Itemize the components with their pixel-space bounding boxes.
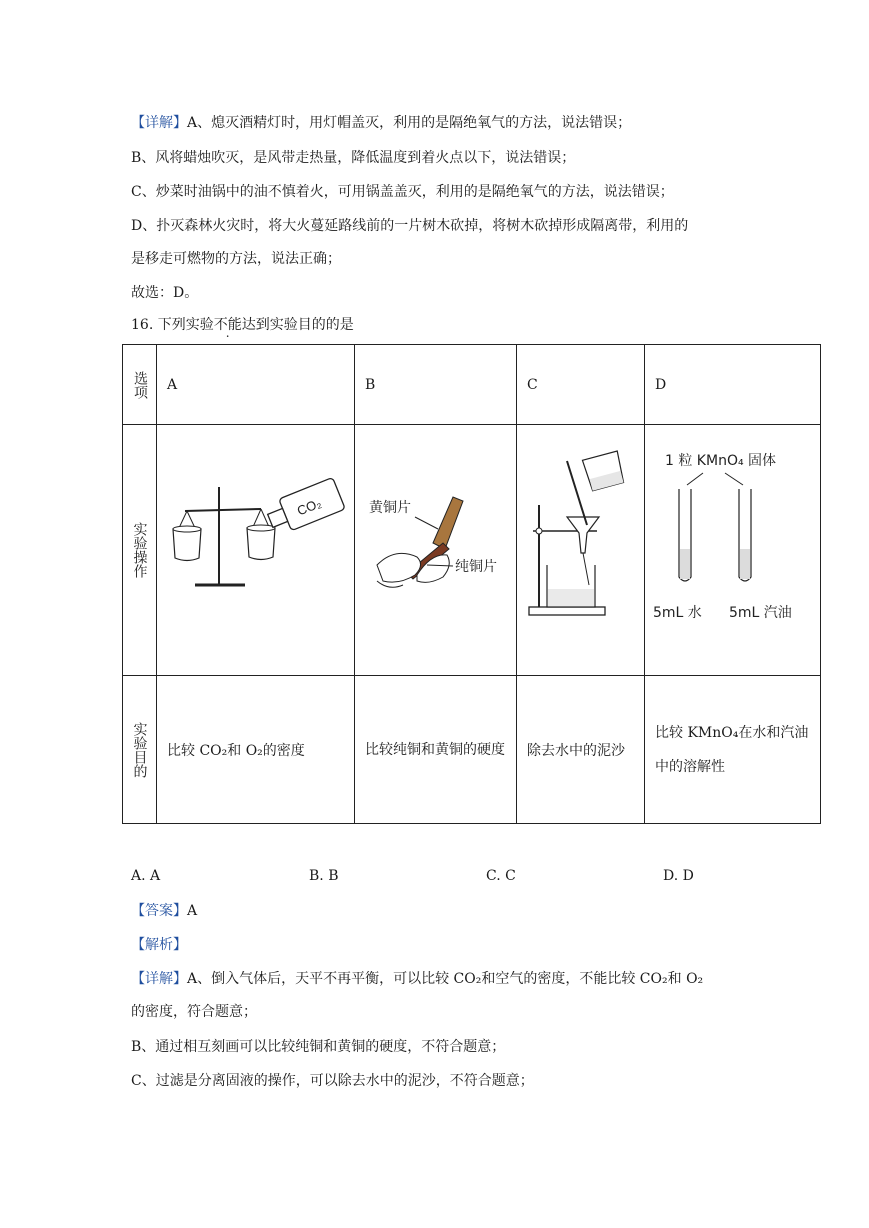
explain-bottom-2: 的密度，符合题意；: [131, 1004, 257, 1020]
answer-line: [131, 902, 197, 920]
choice-c: C. C: [486, 868, 516, 884]
table-row-purposes: [123, 676, 821, 824]
analysis-label-text: 【解析】: [131, 937, 187, 953]
purpose-b: 比较纯铜和黄铜的硬度: [355, 676, 517, 824]
choice-d: D. D: [663, 868, 694, 884]
question-number: 16.: [131, 317, 154, 333]
explain-bottom-3: B、通过相互刻画可以比较纯铜和黄铜的硬度，不符合题意；: [131, 1039, 506, 1055]
row-header-option: 选项: [123, 345, 157, 425]
test-tubes-image: [645, 425, 820, 675]
gasoline-label: 5mL 汽油: [729, 605, 792, 621]
option-c-cell: C: [517, 345, 645, 425]
row-header-operation: [123, 425, 157, 676]
row-header-purpose-text: 实验目的: [131, 721, 148, 778]
explain-line-4: D、扑灭森林火灾时，将大火蔓延路线前的一片树木砍掉，将树木砍掉形成隔离带，利用的: [131, 218, 689, 234]
image-b-cell: [355, 425, 517, 676]
explain-line-6: 故选：D。: [131, 285, 199, 301]
option-d-cell: D: [645, 345, 821, 425]
detail-label: 【详解】: [131, 115, 187, 131]
explain-line-3: C、炒菜时油锅中的油不慎着火，可用锅盖盖灭，利用的是隔绝氧气的方法，说法错误；: [131, 184, 674, 200]
explain-text: A、熄灭酒精灯时，用灯帽盖灭，利用的是隔绝氧气的方法，说法错误；: [187, 115, 632, 131]
choice-a: A. A: [131, 868, 161, 884]
image-c-cell: [517, 425, 645, 676]
question-text-before: 下列实验: [157, 317, 214, 333]
explain-bottom-4: C、过滤是分离固液的操作，可以除去水中的泥沙，不符合题意；: [131, 1073, 534, 1089]
row-header-purpose: [123, 676, 157, 824]
row-header-operation-text: 实验操作: [131, 522, 148, 578]
brass-copper-image: [355, 425, 516, 675]
question-text-after: 达到实验目的的是: [241, 317, 354, 333]
explain-bottom-1: [131, 970, 703, 988]
explain-line-2: B、风将蜡烛吹灭，是风带走热量，降低温度到着火点以下，说法错误；: [131, 150, 576, 166]
table-row-operations: [123, 425, 821, 676]
brass-label: 黄铜片: [369, 500, 411, 516]
answer-value: A: [187, 903, 198, 919]
purpose-a: 比较 CO₂和 O₂的密度: [157, 676, 355, 824]
answer-label: 【答案】: [131, 903, 187, 919]
explain-line-1: [131, 114, 631, 132]
copper-label: 纯铜片: [455, 559, 497, 575]
table-row-options: [123, 345, 821, 425]
filtration-image: [517, 425, 644, 675]
image-d-cell: [645, 425, 821, 676]
detail-label-bottom: 【详解】: [131, 971, 187, 987]
option-a-cell: A: [157, 345, 355, 425]
purpose-d: 比较 KMnO₄在水和汽油中的溶解性: [645, 676, 821, 824]
co2-label: CO₂: [294, 495, 324, 519]
question-16: [131, 316, 354, 334]
water-label: 5mL 水: [653, 605, 702, 621]
balance-co2-image: [157, 425, 354, 675]
option-b-cell: B: [355, 345, 517, 425]
explain-line-5: 是移走可燃物的方法，说法正确；: [131, 251, 341, 267]
kmno4-label: 1 粒 KMnO₄ 固体: [665, 453, 777, 469]
experiment-table: [122, 344, 821, 824]
analysis-label: [131, 936, 187, 954]
choice-b: B. B: [309, 868, 339, 884]
purpose-c: 除去水中的泥沙: [517, 676, 645, 824]
question-emphasis: 不能: [213, 317, 242, 333]
explain-bottom-text: A、倒入气体后，天平不再平衡，可以比较 CO₂和空气的密度，不能比较 CO₂和 O₂: [187, 971, 704, 987]
image-a-cell: [157, 425, 355, 676]
